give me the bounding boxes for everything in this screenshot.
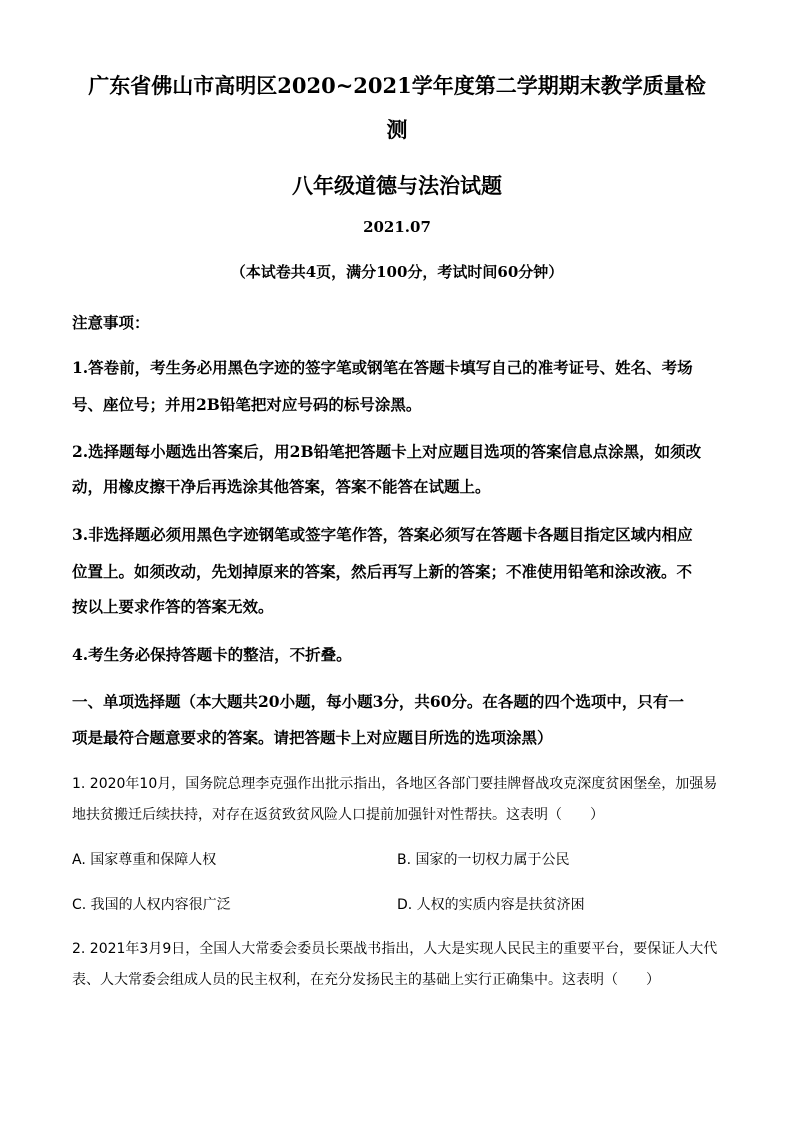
notes-heading: 注意事项：: [72, 313, 150, 332]
note-1-line-1: 1.答卷前，考生务必用黑色字迹的签字笔或钢笔在答题卡填写自己的准考证号、姓名、考场: [72, 358, 693, 377]
note-2-line-2: 动，用橡皮擦干净后再选涂其他答案，答案不能答在试题上。: [72, 477, 491, 496]
question-1-option-d: D. 人权的实质内容是扶贫济困: [397, 897, 585, 913]
note-3-line-1: 3.非选择题必须用黑色字迹钢笔或签字笔作答，答案必须写在答题卡各题目指定区域内相应: [72, 525, 693, 544]
question-2-stem-line-2: 表、人大常委会组成人员的民主权利，在充分发扬民主的基础上实行正确集中。这表明（ ）: [72, 972, 660, 988]
section1-heading-line-1: 一、单项选择题（本大题共20小题，每小题3分，共60分。在各题的四个选项中，只有一: [72, 692, 684, 711]
note-3-line-3: 按以上要求作答的答案无效。: [72, 597, 274, 616]
note-2-line-1: 2.选择题每小题选出答案后，用2B铅笔把答题卡上对应题目选项的答案信息点涂黑，如须改: [72, 442, 702, 461]
exam-info: （本试卷共4页，满分100分，考试时间60分钟）: [230, 263, 564, 281]
question-1-option-b: B. 国家的一切权力属于公民: [397, 852, 570, 868]
question-1-option-c: C. 我国的人权内容很广泛: [72, 897, 231, 913]
section1-heading-line-2: 项是最符合题意要求的答案。请把答题卡上对应题目所选的选项涂黑）: [72, 728, 553, 747]
note-1-line-2: 号、座位号；并用2B铅笔把对应号码的标号涂黑。: [72, 395, 422, 414]
exam-subtitle: 八年级道德与法治试题: [292, 173, 502, 198]
note-3-line-2: 位置上。如须改动，先划掉原来的答案，然后再写上新的答案；不准使用铅笔和涂改液。不: [72, 562, 693, 581]
exam-title-line2: 测: [386, 117, 408, 142]
exam-date: 2021.07: [363, 218, 431, 236]
question-1-stem-line-1: 1. 2020年10月，国务院总理李克强作出批示指出，各地区各部门要挂牌督战攻克深度贫困堡垒，加强易: [72, 776, 718, 792]
question-1-option-a: A. 国家尊重和保障人权: [72, 852, 217, 868]
question-1-stem-line-2: 地扶贫搬迁后续扶持，对存在返贫致贫风险人口提前加强针对性帮扶。这表明（ ）: [72, 807, 604, 823]
note-4-line-1: 4.考生务必保持答题卡的整洁，不折叠。: [72, 645, 352, 664]
question-2-stem-line-1: 2. 2021年3月9日，全国人大常委会委员长栗战书指出，人大是实现人民民主的重要平台，要保证人大代: [72, 941, 718, 957]
exam-title-line1: 广东省佛山市高明区2020~2021学年度第二学期期末教学质量检: [88, 73, 706, 98]
